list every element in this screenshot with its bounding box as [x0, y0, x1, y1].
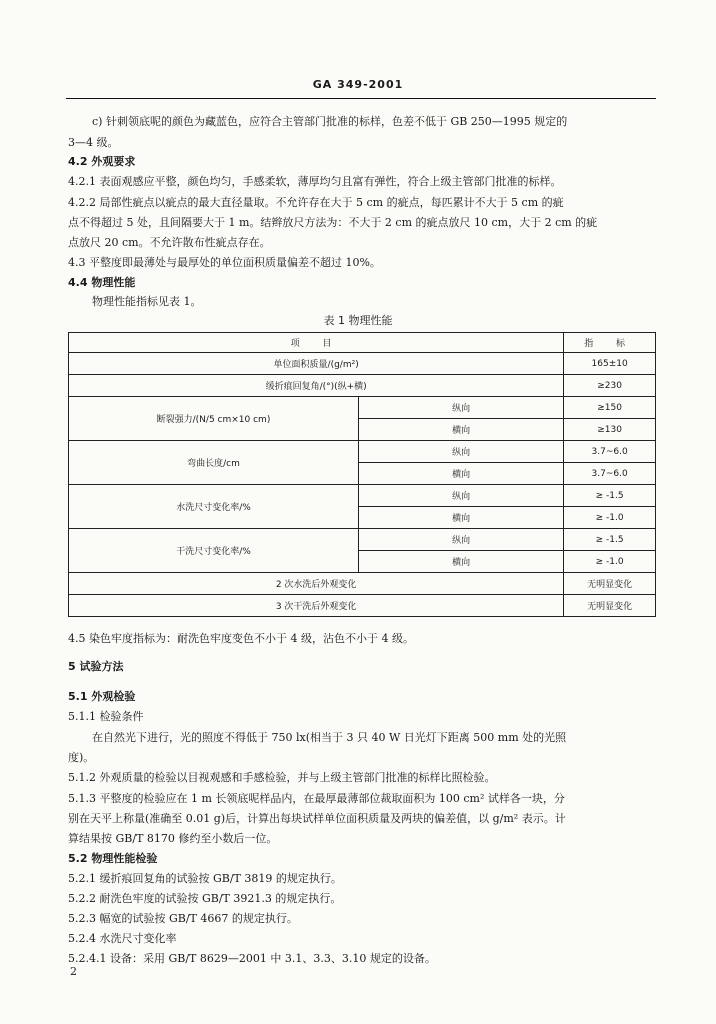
row-item: 水洗尺寸变化率/% [69, 485, 359, 529]
row-value: ≥ -1.0 [564, 551, 656, 573]
table-row [69, 529, 656, 551]
row-item: 单位面积质量/(g/m²) [69, 353, 564, 375]
row-sub: 横向 [359, 463, 564, 485]
para-5-2-2: 5.2.2 耐洗色牢度的试验按 GB/T 3921.3 的规定执行。 [68, 892, 342, 905]
row-value: ≥ -1.5 [564, 529, 656, 551]
row-item: 3 次干洗后外观变化 [69, 595, 564, 617]
row-sub: 纵向 [359, 397, 564, 419]
page-number: 2 [70, 965, 77, 978]
para-5-1-1-line1: 在自然光下进行，光的照度不得低于 750 lx(相当于 3 只 40 W 日光灯下距离 500 mm 处的光照 [92, 731, 567, 744]
table-row [69, 353, 656, 375]
para-5-2-3: 5.2.3 幅宽的试验按 GB/T 4667 的规定执行。 [68, 912, 298, 925]
heading-5-1: 5.1 外观检验 [68, 690, 136, 703]
para-5-1-2: 5.1.2 外观质量的检验以目视观感和手感检验，并与上级主管部门批准的标样比照检验。 [68, 771, 496, 784]
row-value: 3.7~6.0 [564, 463, 656, 485]
table-header-row [69, 333, 656, 353]
row-item: 2 次水洗后外观变化 [69, 573, 564, 595]
table-title: 表 1 物理性能 [323, 314, 393, 327]
row-value: ≥150 [564, 397, 656, 419]
row-sub: 纵向 [359, 485, 564, 507]
page-header: GA 349-2001 [312, 78, 404, 91]
heading-5-2-4: 5.2.4 水洗尺寸变化率 [68, 932, 177, 945]
para-4-2-2-line3: 点放尺 20 cm。不允许散布性疵点存在。 [68, 236, 271, 249]
row-sub: 纵向 [359, 441, 564, 463]
heading-4-2: 4.2 外观要求 [68, 155, 136, 168]
row-sub: 横向 [359, 551, 564, 573]
header-rule [66, 98, 656, 99]
para-4-2-2-line2: 点不得超过 5 处，且间隔要大于 1 m。结辫放尺方法为：不大于 2 cm 的疵点放尺 10 cm，大于 2 cm 的疵 [68, 216, 598, 229]
table-row [69, 441, 656, 463]
para-c-cont: 3—4 级。 [68, 136, 119, 149]
table-row [69, 375, 656, 397]
para-4-2-2-line1: 4.2.2 局部性疵点以疵点的最大直径量取。不允许存在大于 5 cm 的疵点，每匹累计不大于 5 cm 的疵 [68, 196, 564, 209]
table-row [69, 485, 656, 507]
row-value: ≥130 [564, 419, 656, 441]
col-header-item: 项 目 [69, 333, 564, 353]
row-item: 干洗尺寸变化率/% [69, 529, 359, 573]
para-5-1-3-line3: 算结果按 GB/T 8170 修约至小数后一位。 [68, 832, 278, 845]
heading-5-2: 5.2 物理性能检验 [68, 852, 158, 865]
row-sub: 横向 [359, 507, 564, 529]
row-item: 断裂强力/(N/5 cm×10 cm) [69, 397, 359, 441]
para-4-3: 4.3 平整度即最薄处与最厚处的单位面积质量偏差不超过 10%。 [68, 256, 381, 269]
table-row [69, 397, 656, 419]
row-value: ≥ -1.0 [564, 507, 656, 529]
col-header-value: 指 标 [564, 333, 656, 353]
row-value: 165±10 [564, 353, 656, 375]
row-item: 缓折痕回复角/(°)(纵+横) [69, 375, 564, 397]
row-sub: 横向 [359, 419, 564, 441]
para-5-1-3-line1: 5.1.3 平整度的检验应在 1 m 长领底呢样品内，在最厚最薄部位裁取面积为 100 cm² 试样各一块，分 [68, 792, 565, 805]
para-5-1-1-line2: 度)。 [68, 751, 95, 764]
para-4-2-1: 4.2.1 表面观感应平整，颜色均匀，手感柔软，薄厚均匀且富有弹性，符合上级主管部门批准的标样。 [68, 175, 562, 188]
row-value: ≥230 [564, 375, 656, 397]
row-value: 无明显变化 [564, 573, 656, 595]
para-4-5: 4.5 染色牢度指标为：耐洗色牢度变色不小于 4 级，沾色不小于 4 级。 [68, 632, 414, 645]
row-item: 弯曲长度/cm [69, 441, 359, 485]
row-sub: 纵向 [359, 529, 564, 551]
row-value: ≥ -1.5 [564, 485, 656, 507]
row-value: 3.7~6.0 [564, 441, 656, 463]
heading-5: 5 试验方法 [68, 660, 124, 673]
para-5-2-1: 5.2.1 缓折痕回复角的试验按 GB/T 3819 的规定执行。 [68, 872, 342, 885]
physical-properties-table [68, 332, 656, 617]
para-5-2-4-1: 5.2.4.1 设备：采用 GB/T 8629—2001 中 3.1、3.3、3.10 规定的设备。 [68, 952, 436, 965]
table-row [69, 573, 656, 595]
row-value: 无明显变化 [564, 595, 656, 617]
para-5-1-3-line2: 别在天平上称量(准确至 0.01 g)后，计算出每块试样单位面积质量及两块的偏差值，以 g/m² 表示。计 [68, 812, 566, 825]
heading-5-1-1: 5.1.1 检验条件 [68, 710, 144, 723]
para-4-4: 物理性能指标见表 1。 [92, 295, 202, 308]
table-row [69, 595, 656, 617]
heading-4-4: 4.4 物理性能 [68, 276, 136, 289]
para-c: c) 针刺领底呢的颜色为藏蓝色，应符合主管部门批准的标样，色差不低于 GB 250—1995 规定的 [92, 115, 568, 128]
